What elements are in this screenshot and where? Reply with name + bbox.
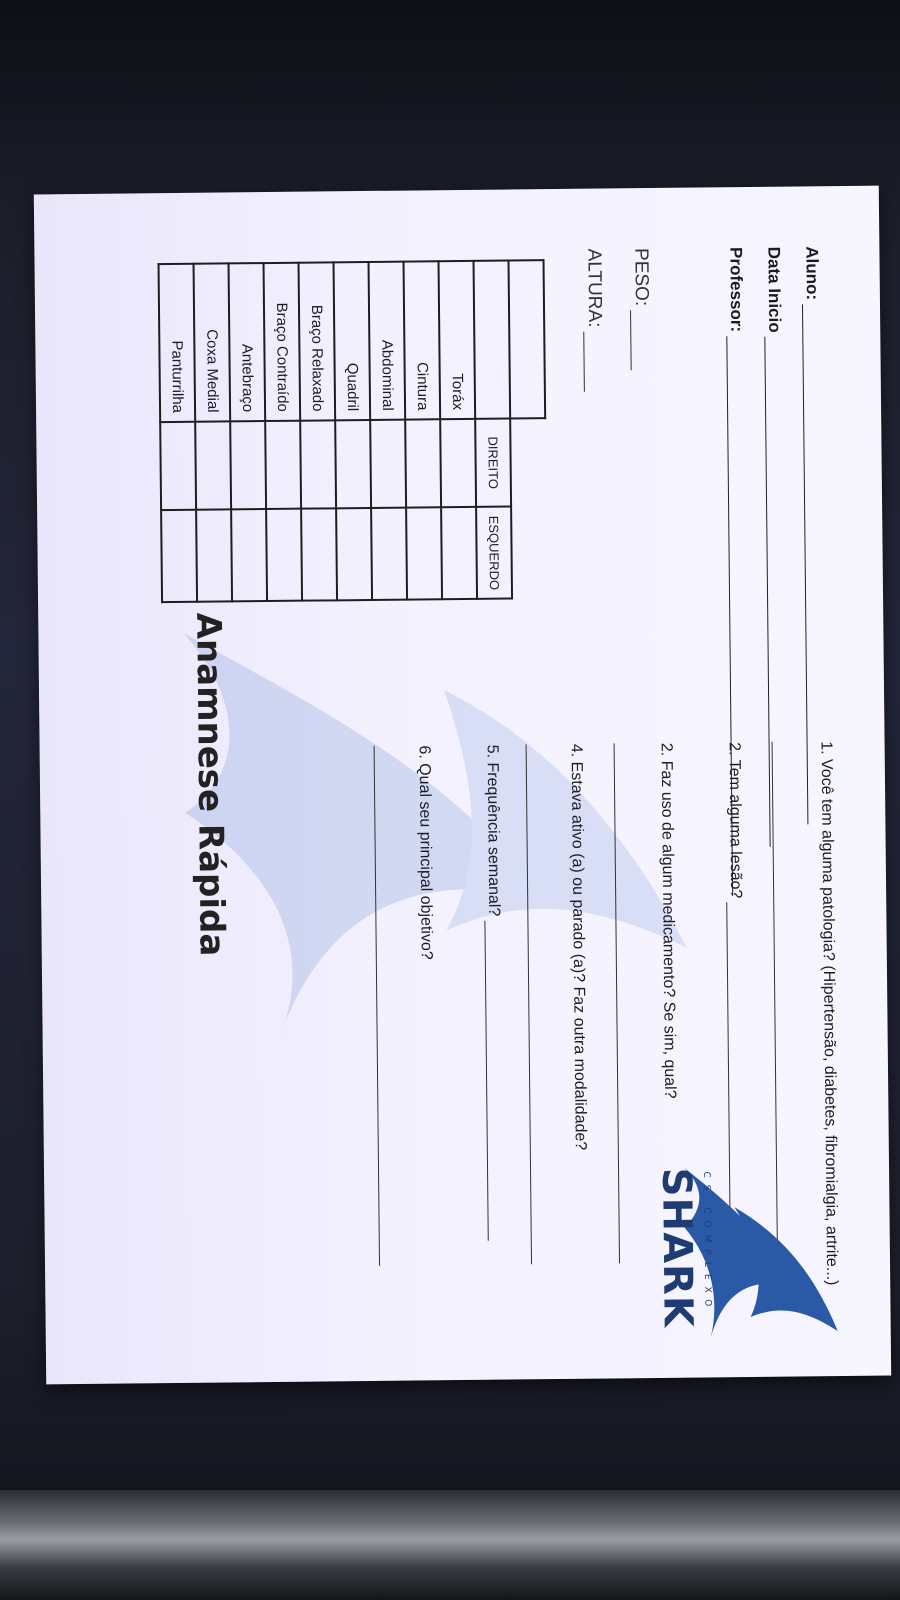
cell-esquerdo[interactable] — [406, 507, 442, 600]
cell-esquerdo[interactable] — [266, 509, 302, 602]
cell-esquerdo[interactable] — [441, 507, 477, 600]
question-1: 1. Você tem alguma patologia? (Hipertensão, diabetes, fibromialgia, artrite...) — [817, 741, 841, 1286]
logo-name: SHARK — [653, 1167, 701, 1329]
table-corner-sub — [474, 260, 511, 418]
row-label: Braço Relaxado — [299, 262, 336, 420]
altura-field[interactable] — [582, 248, 605, 391]
professor-label: Professor: — [726, 247, 747, 333]
question-6: 6. Qual seu principal objetivo? — [415, 745, 435, 960]
table-row — [159, 264, 198, 603]
cell-direito[interactable] — [230, 421, 266, 509]
cell-esquerdo[interactable] — [161, 510, 197, 603]
cell-direito[interactable] — [300, 420, 336, 508]
cell-esquerdo[interactable] — [336, 508, 372, 601]
aluno-label: Aluno: — [802, 246, 822, 301]
table-row — [369, 262, 408, 601]
row-label: Abdominal — [369, 262, 406, 420]
col-direito: DIREITO — [475, 418, 511, 506]
question-2a-text: 2. Tem alguma lesão? — [725, 742, 745, 899]
table-row — [404, 261, 443, 600]
peso-label: PESO: — [630, 247, 652, 307]
cell-esquerdo[interactable] — [371, 508, 407, 601]
table-row — [299, 262, 338, 601]
col-esquerdo: ESQUERDO — [476, 506, 512, 599]
cell-esquerdo[interactable] — [231, 509, 267, 602]
cell-direito[interactable] — [405, 419, 441, 507]
aluno-field[interactable] — [801, 246, 827, 824]
row-label: Braço Contraído — [264, 263, 301, 421]
data-inicio-label: Data Inicio — [764, 246, 785, 333]
table-corner — [509, 260, 546, 418]
table-row — [334, 262, 373, 601]
cell-direito[interactable] — [160, 422, 196, 510]
anamnese-title: Anamnese Rápida — [188, 612, 232, 957]
row-label: Cintura — [404, 261, 441, 419]
cell-direito[interactable] — [265, 421, 301, 509]
row-label: Quadril — [334, 262, 371, 420]
row-label: Antebraço — [229, 263, 266, 421]
clipboard-edge — [0, 1490, 900, 1600]
perimetria-table — [158, 259, 549, 603]
cell-esquerdo[interactable] — [301, 508, 337, 601]
table-row — [439, 261, 478, 600]
row-label: Panturrilha — [159, 264, 196, 422]
peso-line[interactable] — [630, 310, 648, 370]
row-label: Toráx — [439, 261, 476, 419]
form-content — [34, 186, 891, 1385]
data-inicio-line[interactable] — [764, 337, 786, 847]
cell-direito[interactable] — [335, 420, 371, 508]
table-row — [264, 263, 303, 602]
logo-subtitle: CS COMPLEXO — [701, 1171, 713, 1314]
cell-direito[interactable] — [195, 421, 231, 509]
table-row — [229, 263, 268, 602]
altura-label: ALTURA: — [583, 248, 606, 328]
paper-sheet — [34, 186, 891, 1385]
peso-field[interactable] — [629, 248, 652, 370]
altura-line[interactable] — [583, 331, 601, 391]
data-inicio-field[interactable] — [763, 247, 789, 847]
row-label: Coxa Medial — [194, 263, 231, 421]
question-2b: 2. Faz uso de algum medicamento? Se sim, qual? — [657, 742, 679, 1099]
question-4: 4. Estava ativo (a) ou parado (a)? Faz outra modalidade? — [567, 743, 589, 1151]
cell-esquerdo[interactable] — [196, 509, 232, 602]
cell-direito[interactable] — [440, 419, 476, 507]
question-5-text: 5. Frequência semanal? — [483, 744, 503, 917]
table-row — [194, 263, 233, 602]
answer-line-5[interactable] — [484, 920, 502, 1240]
cell-direito[interactable] — [370, 420, 406, 508]
